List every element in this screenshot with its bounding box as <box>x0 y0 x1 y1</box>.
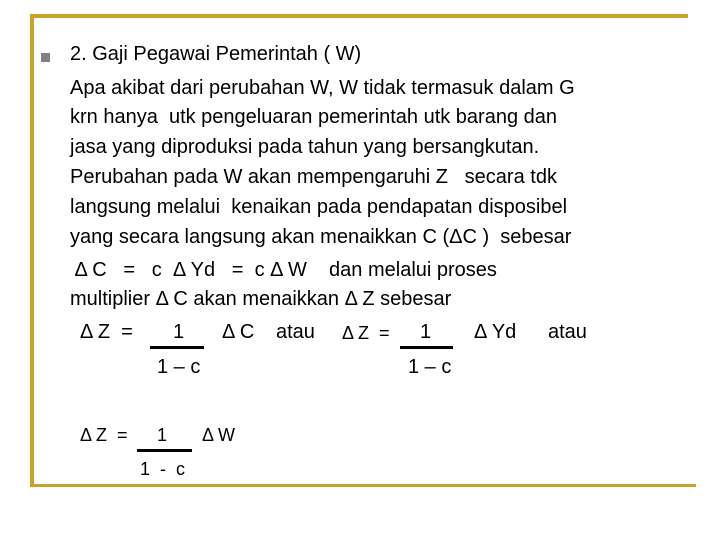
bullet-square-icon <box>41 53 50 62</box>
frame-top-line <box>30 14 688 18</box>
eq3-numerator: 1 <box>157 425 168 445</box>
delta-c-equation-line: Δ C = c Δ Yd = c Δ W dan melalui proses <box>70 259 497 281</box>
eq1-denominator: 1 – c <box>157 356 201 378</box>
paragraph-line-2: krn hanya utk pengeluaran pemerintah utk barang dan <box>70 106 558 128</box>
eq1-fraction-bar <box>150 346 204 349</box>
eq3-term: Δ W <box>202 425 236 445</box>
eq3-lhs: Δ Z = <box>80 425 128 445</box>
paragraph-line-4: Perubahan pada W akan mempengaruhi Z secara tdk <box>70 166 557 188</box>
eq2-fraction-bar <box>400 346 453 349</box>
eq1-numerator: 1 <box>173 321 185 343</box>
paragraph-line-6: yang secara langsung akan menaikkan C (ΔC ) sebesar <box>70 226 572 248</box>
eq2-denominator: 1 – c <box>408 356 452 378</box>
eq2-term: Δ Yd <box>474 321 517 343</box>
multiplier-line: multiplier Δ C akan menaikkan Δ Z sebesar <box>70 288 452 310</box>
eq1-term: Δ C <box>222 321 255 343</box>
eq3-denominator: 1 - c <box>140 459 186 479</box>
paragraph-line-3: jasa yang diproduksi pada tahun yang bersangkutan. <box>70 136 540 158</box>
eq1-separator: atau <box>276 321 315 343</box>
frame-left-line <box>30 14 34 486</box>
eq1-lhs: Δ Z = <box>80 321 133 343</box>
paragraph-line-5: langsung melalui kenaikan pada pendapatan disposibel <box>70 196 568 218</box>
bullet-title: 2. Gaji Pegawai Pemerintah ( W) <box>70 43 362 65</box>
eq2-lhs: Δ Z = <box>342 323 390 343</box>
frame-bottom-line <box>30 484 696 487</box>
paragraph-line-1: Apa akibat dari perubahan W, W tidak termasuk dalam G <box>70 77 575 99</box>
eq2-separator: atau <box>548 321 587 343</box>
eq3-fraction-bar <box>137 449 192 452</box>
eq2-numerator: 1 <box>420 321 432 343</box>
